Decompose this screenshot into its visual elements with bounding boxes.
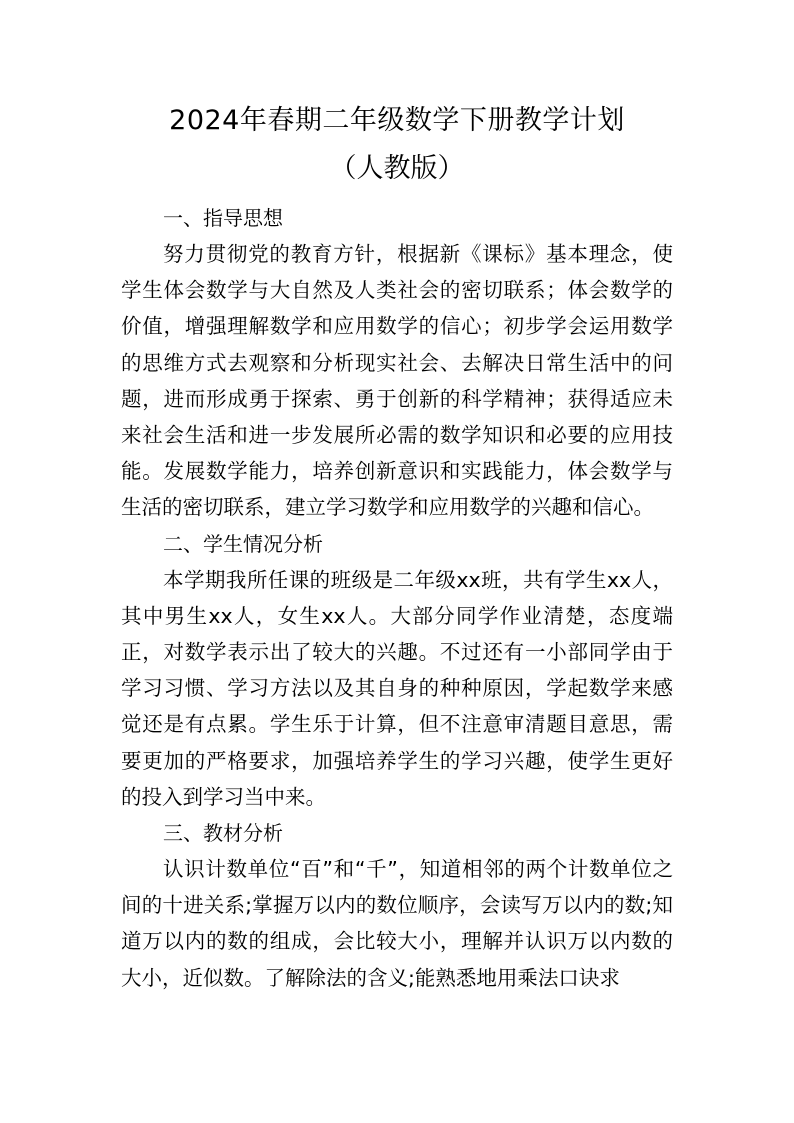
section-heading: 二、学生情况分析 bbox=[163, 531, 323, 556]
section-textbook-analysis bbox=[121, 815, 673, 996]
section-guiding-ideology bbox=[121, 200, 673, 526]
section-paragraph: 努力贯彻党的教育方针，根据新《课标》基本理念，使学生体会数学与大自然及人类社会的密切联系；体会数学的价值，增强理解数学和应用数学的信心；初步学会运用数学的思维方式去观察和分析现实社会、去解决日常生活中的问题，进而形成勇于探索、勇于创新的科学精神；获得适应未来社会生活和进一步发展所必需的数学知识和必要的应用技能。发展数学能力，培养创新意识和实践能力，体会数学与生活的密切联系，建立学习数学和应用数学的兴趣和信心。 bbox=[121, 242, 673, 520]
section-student-analysis bbox=[121, 526, 673, 815]
document-title: 2024年春期二年级数学下册教学计划 bbox=[169, 105, 625, 136]
section-paragraph: 本学期我所任课的班级是二年级xx班，共有学生xx人，其中男生xx人，女生xx人。大部分同学作业清楚，态度端正，对数学表示出了较大的兴趣。不过还有一小部同学由于学习习惯、学习方法以及其自身的种种原因，学起数学来感觉还是有点累。学生乐于计算，但不注意审清题目意思，需要更加的严格要求，加强培养学生的学习兴趣，使学生更好的投入到学习当中来。 bbox=[121, 567, 673, 809]
document-subtitle: （人教版） bbox=[329, 153, 465, 184]
section-heading: 一、指导思想 bbox=[163, 206, 283, 230]
section-heading: 三、教材分析 bbox=[163, 821, 283, 846]
section-paragraph: 认识计数单位“百”和“千”，知道相邻的两个计数单位之间的十进关系;掌握万以内的数位顺序，会读写万以内的数;知道万以内的数的组成，会比较大小，理解并认识万以内数的大小，近似数。了解除法的含义;能熟悉地用乘法口诀求 bbox=[121, 857, 673, 990]
document-body bbox=[121, 98, 673, 996]
